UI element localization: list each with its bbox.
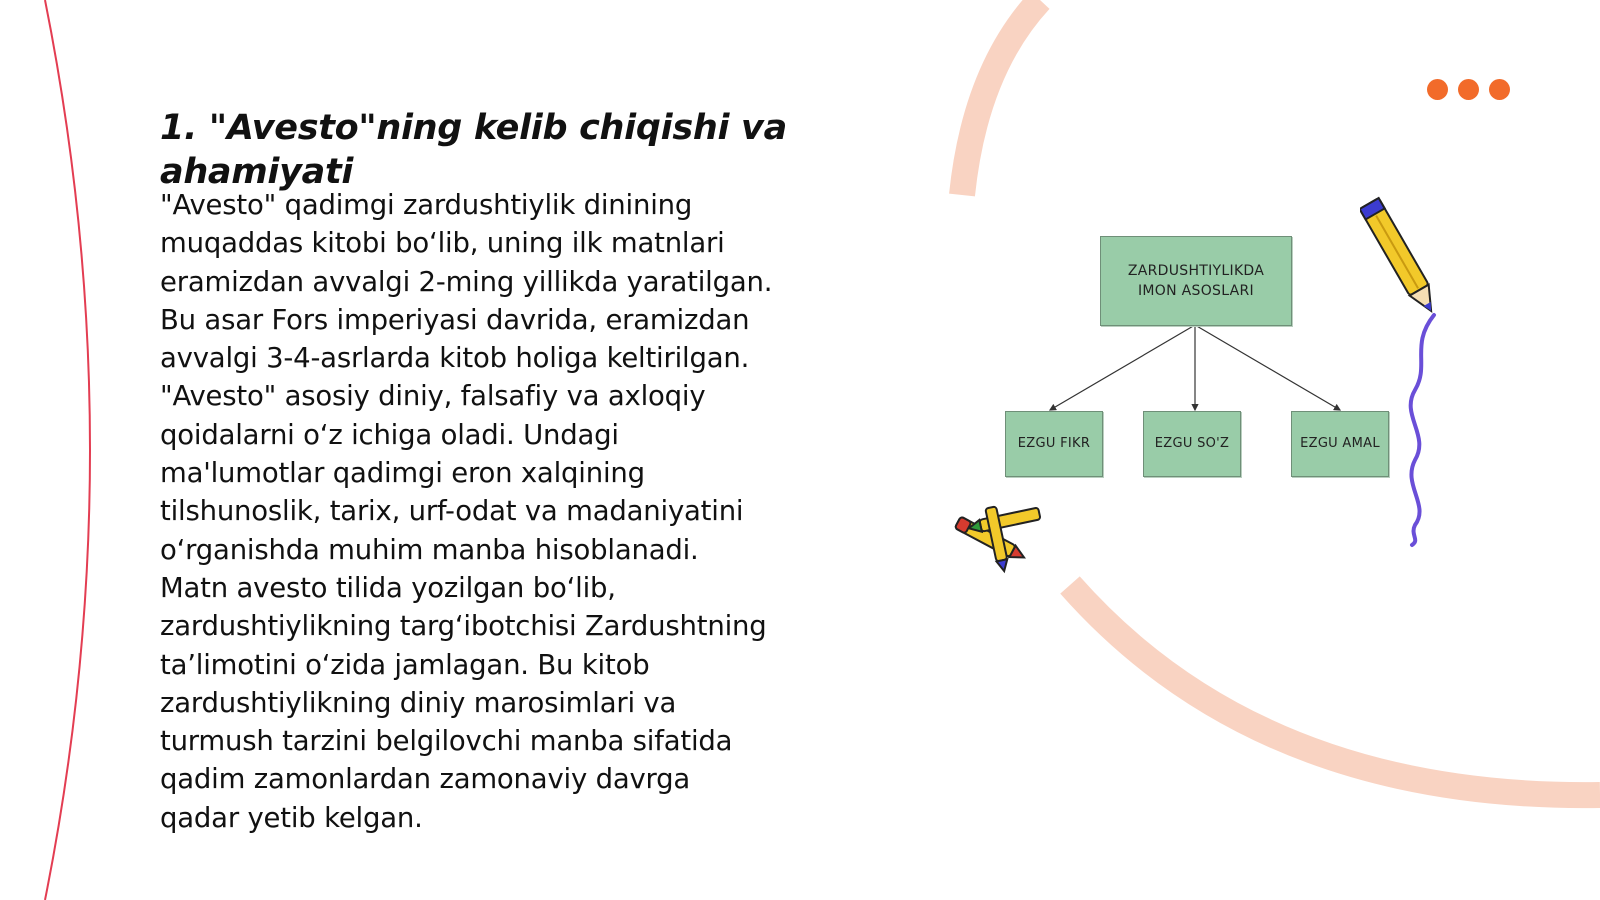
- slide-title: 1. "Avesto"ning kelib chiqishi va ahamiyati: [160, 108, 787, 192]
- diagram-node-ezgu-amal: EZGU AMAL: [1291, 411, 1389, 477]
- slide-body-text: [160, 186, 840, 837]
- dot: [1489, 79, 1510, 100]
- dot: [1458, 79, 1479, 100]
- body-line: o‘rganishda muhim manba hisoblanadi.: [160, 533, 699, 566]
- body-line: "Avesto" asosiy diniy, falsafiy va axloqiy: [160, 380, 706, 413]
- body-line: zardushtiylikning targ‘ibotchisi Zardushtning: [160, 610, 767, 643]
- body-line: "Avesto" qadimgi zardushtiylik dinining: [160, 189, 693, 221]
- body-line: tilshunoslik, tarix, urf-odat va madaniyatini: [160, 495, 744, 528]
- diagram-node-ezgu-fikr: EZGU FIKR: [1005, 411, 1103, 477]
- body-line: ta’limotini o‘zida jamlagan. Bu kitob: [160, 648, 650, 681]
- body-line: muqaddas kitobi bo‘lib, uning ilk matnlari: [160, 227, 725, 260]
- body-line: Matn avesto tilida yozilgan bo‘lib,: [160, 571, 616, 604]
- body-line: qoidalarni o‘z ichiga oladi. Undagi: [160, 418, 619, 451]
- body-line: Bu asar Fors imperiyasi davrida, eramizdan: [160, 303, 750, 336]
- left-curve-line: [45, 0, 90, 900]
- peach-arc-top: [962, 0, 1040, 195]
- body-line: zardushtiylikning diniy marosimlari va: [160, 686, 677, 719]
- body-line: qadim zamonlardan zamonaviy davrga: [160, 763, 691, 796]
- pencil-icon: [1360, 195, 1470, 555]
- root-label-line2: IMON ASOSLARI: [1138, 283, 1254, 299]
- purple-squiggle: [1411, 315, 1434, 545]
- root-label-line1: ZARDUSHTIYLIKDA: [1127, 263, 1265, 279]
- ellipsis-icon: [1427, 79, 1510, 100]
- body-line: qadar yetib kelgan.: [160, 801, 423, 834]
- body-line: avvalgi 3-4-asrlarda kitob holiga keltirilgan.: [160, 342, 750, 375]
- peach-arc-bottom: [1070, 585, 1600, 795]
- dot: [1427, 79, 1448, 100]
- diagram-node-ezgu-soz: EZGU SO'Z: [1143, 411, 1241, 477]
- crayons-icon: [948, 500, 1058, 575]
- diagram-root-node: [1100, 236, 1292, 326]
- body-line: turmush tarzini belgilovchi manba sifatida: [160, 725, 733, 758]
- body-line: ma'lumotlar qadimgi eron xalqining: [160, 457, 645, 490]
- body-line: eramizdan avvalgi 2-ming yillikda yaratilgan.: [160, 265, 773, 298]
